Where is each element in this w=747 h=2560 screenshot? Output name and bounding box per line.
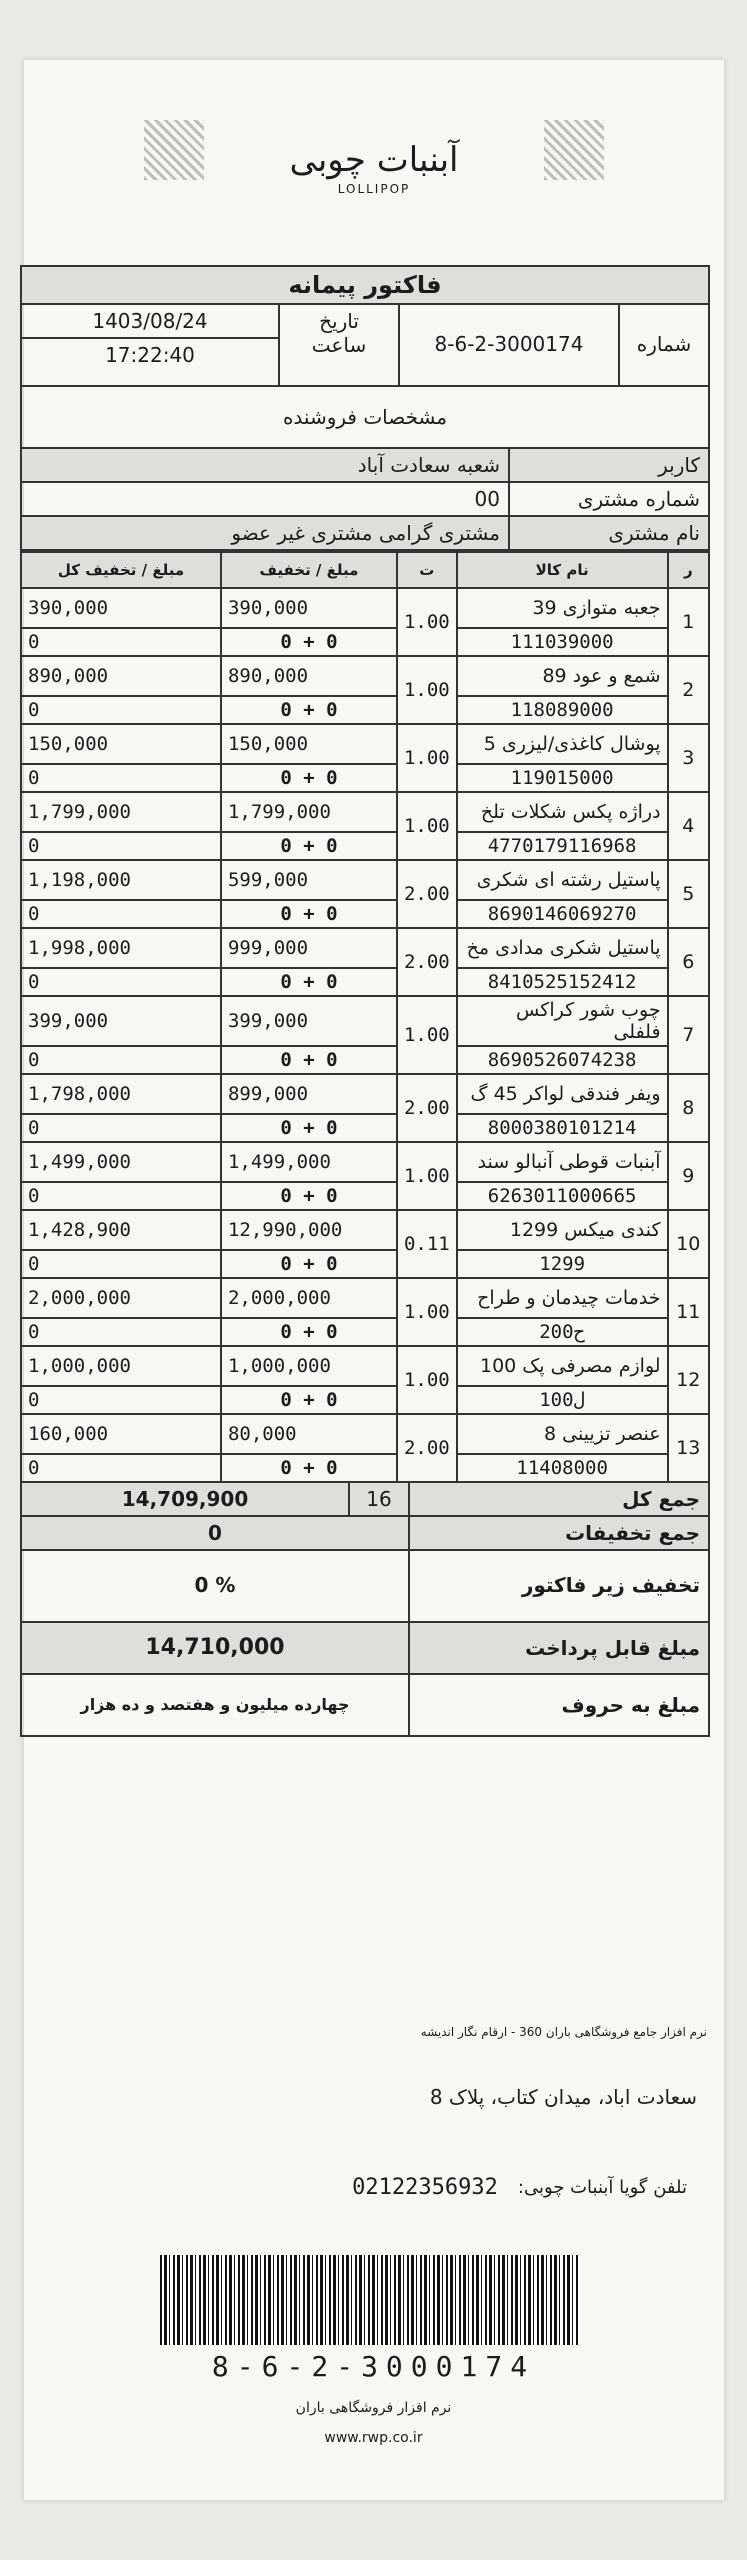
- item-total-discount: 0: [21, 1386, 221, 1414]
- item-index: 11: [668, 1278, 709, 1346]
- item-subrow: [21, 628, 709, 656]
- item-price: 890,000: [221, 656, 397, 696]
- item-name: دراژه پکس شکلات تلخ: [457, 792, 668, 832]
- item-code: ح200: [457, 1318, 668, 1346]
- user-label: کاربر: [508, 449, 708, 481]
- sum-qty: 16: [348, 1483, 408, 1515]
- item-total: 399,000: [21, 996, 221, 1046]
- item-name: عنصر تزیینی 8: [457, 1414, 668, 1454]
- item-discount: 0 + 0: [221, 1182, 397, 1210]
- items-table: [20, 551, 710, 1483]
- phone-number: 02122356932: [352, 2175, 498, 2200]
- item-qty: 1.00: [397, 1278, 457, 1346]
- col-qty: ت: [397, 552, 457, 588]
- col-price: مبلغ / تخفیف: [221, 552, 397, 588]
- item-code: 8690526074238: [457, 1046, 668, 1074]
- item-row: [21, 860, 709, 900]
- item-code: ل100: [457, 1386, 668, 1414]
- item-total: 2,000,000: [21, 1278, 221, 1318]
- date-time-labels: [278, 305, 398, 385]
- item-name: شمع و عود 89: [457, 656, 668, 696]
- invoice-meta-row: [20, 305, 710, 387]
- item-qty: 1.00: [397, 996, 457, 1074]
- item-index: 10: [668, 1210, 709, 1278]
- item-qty: 1.00: [397, 1142, 457, 1210]
- item-subrow: [21, 764, 709, 792]
- item-total-discount: 0: [21, 696, 221, 724]
- discount-row: [20, 1517, 710, 1551]
- item-total-discount: 0: [21, 1454, 221, 1482]
- item-index: 4: [668, 792, 709, 860]
- item-discount: 0 + 0: [221, 1114, 397, 1142]
- item-index: 1: [668, 588, 709, 656]
- seller-section-title: مشخصات فروشنده: [282, 405, 448, 429]
- item-total-discount: 0: [21, 1250, 221, 1278]
- item-qty: 2.00: [397, 1414, 457, 1482]
- time-label: ساعت: [311, 333, 367, 357]
- item-total-discount: 0: [21, 832, 221, 860]
- phone-line: [60, 2175, 687, 2200]
- item-subrow: [21, 1318, 709, 1346]
- phone-label: تلفن گویا آبنبات چوبی:: [517, 2177, 687, 2198]
- invoice-number: 8-6-2-3000174: [398, 305, 618, 385]
- invoice-title-row: [20, 265, 710, 305]
- item-subrow: [21, 832, 709, 860]
- item-row: [21, 1074, 709, 1114]
- item-discount: 0 + 0: [221, 764, 397, 792]
- invoice-date: 1403/08/24: [22, 305, 278, 339]
- discount-label: جمع تخفیفات: [408, 1517, 708, 1549]
- customer-name-label: نام مشتری: [508, 517, 708, 549]
- item-qty: 2.00: [397, 860, 457, 928]
- item-discount: 0 + 0: [221, 900, 397, 928]
- item-total-discount: 0: [21, 1114, 221, 1142]
- item-qty: 2.00: [397, 928, 457, 996]
- item-total: 160,000: [21, 1414, 221, 1454]
- software-credit: نرم افزار جامع فروشگاهی باران 360 - ارقام نگار اندیشه: [420, 2025, 707, 2039]
- item-row: [21, 656, 709, 696]
- item-total-discount: 0: [21, 968, 221, 996]
- item-row: [21, 1346, 709, 1386]
- items-header: [21, 552, 709, 588]
- item-price: 1,499,000: [221, 1142, 397, 1182]
- item-qty: 1.00: [397, 656, 457, 724]
- item-index: 5: [668, 860, 709, 928]
- item-index: 12: [668, 1346, 709, 1414]
- subdiscount-value: 0 %: [194, 1573, 236, 1597]
- item-row: [21, 928, 709, 968]
- item-row: [21, 1142, 709, 1182]
- item-price: 390,000: [221, 588, 397, 628]
- customer-number-label: شماره مشتری: [508, 483, 708, 515]
- item-qty: 1.00: [397, 1346, 457, 1414]
- item-total-discount: 0: [21, 764, 221, 792]
- item-code: 119015000: [457, 764, 668, 792]
- item-price: 1,000,000: [221, 1346, 397, 1386]
- item-code: 118089000: [457, 696, 668, 724]
- col-total: مبلغ / تخفیف کل: [21, 552, 221, 588]
- item-name: پاستیل رشته ای شکری: [457, 860, 668, 900]
- invoice-time: 17:22:40: [105, 343, 195, 367]
- item-total-discount: 0: [21, 1182, 221, 1210]
- item-total-discount: 0: [21, 628, 221, 656]
- item-subrow: [21, 696, 709, 724]
- item-total: 1,799,000: [21, 792, 221, 832]
- item-code: 4770179116968: [457, 832, 668, 860]
- sum-label: جمع کل: [408, 1483, 708, 1515]
- item-row: [21, 1414, 709, 1454]
- item-index: 9: [668, 1142, 709, 1210]
- item-discount: 0 + 0: [221, 1046, 397, 1074]
- customer-number: 00: [474, 487, 500, 511]
- item-total-discount: 0: [21, 900, 221, 928]
- words-row: [20, 1675, 710, 1737]
- item-code: 6263011000665: [457, 1182, 668, 1210]
- item-price: 150,000: [221, 724, 397, 764]
- date-label: تاریخ: [319, 309, 359, 333]
- item-index: 6: [668, 928, 709, 996]
- item-name: پوشال کاغذی/لیزری 5: [457, 724, 668, 764]
- item-code: 8410525152412: [457, 968, 668, 996]
- item-qty: 1.00: [397, 724, 457, 792]
- col-index: ر: [668, 552, 709, 588]
- item-index: 7: [668, 996, 709, 1074]
- item-code: 8000380101214: [457, 1114, 668, 1142]
- barcode-number: 8-6-2-3000174: [211, 2350, 536, 2383]
- subdiscount-label: تخفیف زیر فاکتور: [408, 1551, 708, 1621]
- logo-brand: آبنبات چوبی: [289, 140, 459, 180]
- item-price: 1,799,000: [221, 792, 397, 832]
- item-row: [21, 1210, 709, 1250]
- item-row: [21, 724, 709, 764]
- item-total: 1,428,900: [21, 1210, 221, 1250]
- item-total: 1,000,000: [21, 1346, 221, 1386]
- seller-title-row: [20, 387, 710, 449]
- payable-value: 14,710,000: [145, 1635, 285, 1660]
- item-discount: 0 + 0: [221, 1386, 397, 1414]
- discount-value: 0: [208, 1521, 222, 1545]
- item-name: کندی میکس 1299: [457, 1210, 668, 1250]
- item-discount: 0 + 0: [221, 628, 397, 656]
- col-name: نام کالا: [457, 552, 668, 588]
- item-subrow: [21, 968, 709, 996]
- item-price: 399,000: [221, 996, 397, 1046]
- item-total: 1,198,000: [21, 860, 221, 900]
- store-logo: [24, 140, 724, 196]
- seller-user-row: [20, 449, 710, 483]
- item-price: 599,000: [221, 860, 397, 900]
- number-label: شماره: [618, 305, 708, 385]
- item-discount: 0 + 0: [221, 1250, 397, 1278]
- item-index: 3: [668, 724, 709, 792]
- item-index: 8: [668, 1074, 709, 1142]
- item-name: پاستیل شکری مدادی مخ: [457, 928, 668, 968]
- words-label: مبلغ به حروف: [408, 1675, 708, 1735]
- footer-website: www.rwp.co.ir: [324, 2430, 423, 2446]
- item-subrow: [21, 900, 709, 928]
- item-qty: 1.00: [397, 588, 457, 656]
- item-row: [21, 588, 709, 628]
- item-code: 8690146069270: [457, 900, 668, 928]
- item-name: خدمات چیدمان و طراح: [457, 1278, 668, 1318]
- item-price: 999,000: [221, 928, 397, 968]
- item-total: 1,798,000: [21, 1074, 221, 1114]
- item-total-discount: 0: [21, 1318, 221, 1346]
- item-row: [21, 792, 709, 832]
- user-value: شعبه سعادت آباد: [357, 453, 500, 477]
- item-qty: 0.11: [397, 1210, 457, 1278]
- store-address: سعادت اباد، میدان کتاب، پلاک 8: [429, 2085, 697, 2109]
- subdiscount-row: [20, 1551, 710, 1623]
- item-subrow: [21, 1386, 709, 1414]
- customer-number-row: [20, 483, 710, 517]
- item-code: 111039000: [457, 628, 668, 656]
- item-total-discount: 0: [21, 1046, 221, 1074]
- item-index: 13: [668, 1414, 709, 1482]
- item-total: 150,000: [21, 724, 221, 764]
- customer-name: مشتری گرامی مشتری غیر عضو: [231, 521, 500, 545]
- item-subrow: [21, 1182, 709, 1210]
- item-price: 12,990,000: [221, 1210, 397, 1250]
- item-subrow: [21, 1454, 709, 1482]
- logo-sub: LOLLIPOP: [337, 182, 411, 196]
- date-time-values: [22, 305, 278, 385]
- barcode-image: [160, 2255, 580, 2345]
- item-discount: 0 + 0: [221, 1318, 397, 1346]
- item-total: 390,000: [21, 588, 221, 628]
- item-row: [21, 1278, 709, 1318]
- item-price: 899,000: [221, 1074, 397, 1114]
- item-price: 2,000,000: [221, 1278, 397, 1318]
- item-total: 1,499,000: [21, 1142, 221, 1182]
- item-price: 80,000: [221, 1414, 397, 1454]
- sum-value: 14,709,900: [121, 1487, 249, 1511]
- payable-row: [20, 1623, 710, 1675]
- item-subrow: [21, 1250, 709, 1278]
- words-value: چهارده میلیون و هفتصد و ده هزار: [80, 1695, 350, 1714]
- item-index: 2: [668, 656, 709, 724]
- invoice-frame: [20, 265, 710, 1737]
- item-name: لوازم مصرفی پک 100: [457, 1346, 668, 1386]
- footer-software: نرم افزار فروشگاهی باران: [295, 2400, 452, 2416]
- item-code: 1299: [457, 1250, 668, 1278]
- item-discount: 0 + 0: [221, 832, 397, 860]
- item-total: 890,000: [21, 656, 221, 696]
- item-discount: 0 + 0: [221, 1454, 397, 1482]
- item-discount: 0 + 0: [221, 696, 397, 724]
- invoice-title: فاکتور پیمانه: [288, 271, 442, 299]
- item-row: [21, 996, 709, 1046]
- item-code: 11408000: [457, 1454, 668, 1482]
- item-qty: 1.00: [397, 792, 457, 860]
- item-name: چوب شور کراکس فلفلی: [457, 996, 668, 1046]
- item-subrow: [21, 1114, 709, 1142]
- item-name: آبنبات قوطی آنبالو سند: [457, 1142, 668, 1182]
- item-total: 1,998,000: [21, 928, 221, 968]
- payable-label: مبلغ قابل پرداخت: [408, 1623, 708, 1673]
- sum-row: [20, 1483, 710, 1517]
- item-qty: 2.00: [397, 1074, 457, 1142]
- item-subrow: [21, 1046, 709, 1074]
- item-discount: 0 + 0: [221, 968, 397, 996]
- item-name: ویفر فندقی لواکر 45 گ: [457, 1074, 668, 1114]
- item-name: جعبه متوازی 39: [457, 588, 668, 628]
- customer-name-row: [20, 517, 710, 551]
